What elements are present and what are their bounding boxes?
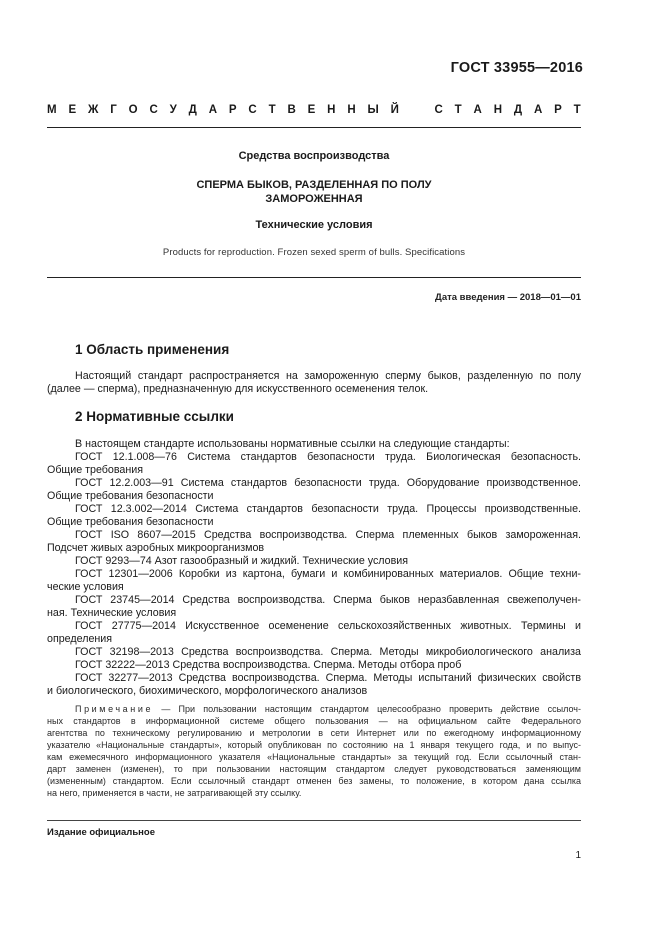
note-line: кам ежемесячного информационного указателя «Национальные стандарты» за текущий год. Если ссылочный стан- — [47, 752, 581, 762]
top-rule — [47, 127, 581, 128]
list-item: ная. Технические условия — [47, 607, 177, 619]
title-bottom-rule — [47, 277, 581, 278]
note-first-line: Примечание — При пользовании настоящим стандартом целесообразно проверить действие ссылоч- — [75, 704, 581, 714]
introduction-date: Дата введения — 2018—01—01 — [435, 292, 581, 303]
edition-label: Издание официальное — [47, 827, 155, 838]
list-item: Общие требования — [47, 464, 143, 476]
page-number: 1 — [575, 850, 581, 861]
note-block — [47, 703, 581, 799]
list-item: Подсчет живых аэробных микроорганизмов — [47, 542, 265, 554]
list-item: Общие требования безопасности — [47, 490, 214, 502]
main-title: СПЕРМА БЫКОВ, РАЗДЕЛЕННАЯ ПО ПОЛУ ЗАМОРОЖЕННАЯ — [196, 179, 432, 205]
list-item: определения — [47, 633, 113, 645]
list-item: В настоящем стандарте использованы нормативные ссылки на следующие стандарты: — [75, 438, 510, 450]
subtitle: Технические условия — [255, 219, 373, 231]
list-item: ГОСТ 12.2.003—91 Система стандартов безопасности труда. Оборудование производственное. — [75, 477, 581, 489]
note-line: ных стандартов в информационной системе общего пользования — на официальном сайте Федерального — [47, 716, 581, 726]
list-item: ГОСТ 9293—74 Азот газообразный и жидкий. Технические условия — [75, 555, 409, 567]
category-title: Средства воспроизводства — [238, 150, 390, 162]
list-item: ческие условия — [47, 581, 124, 593]
list-item: ГОСТ 12.3.002—2014 Система стандартов безопасности труда. Процессы производственные. — [75, 503, 581, 515]
list-item: ГОСТ 12.1.008—76 Система стандартов безопасности труда. Биологическая безопасность. — [75, 451, 581, 463]
list-item: ГОСТ 32222—2013 Средства воспроизводства. Сперма. Методы отбора проб — [75, 659, 462, 671]
list-item: Общие требования безопасности — [47, 516, 214, 528]
list-item: ГОСТ ISO 8607—2015 Средства воспроизводства. Сперма племенных быков замороженная. — [75, 529, 581, 541]
note-line: агентства по техническому регулированию и метрологии в сети Интернет или по ежегодному информационному — [47, 728, 581, 738]
section-1-text: Настоящий стандарт распространяется на замороженную сперму быков, разделенную по полу (далее — сперма), предназначенную для искусственного осеменения телок. — [47, 370, 581, 395]
list-item: ГОСТ 27775—2014 Искусственное осеменение сельскохозяйственных животных. Термины и — [75, 620, 581, 632]
list-item: ГОСТ 32198—2013 Средства воспроизводства. Сперма. Методы микробиологического анализа — [75, 646, 581, 658]
footer-rule — [47, 820, 581, 821]
standard-type-heading: М Е Ж Г О С У Д А Р С Т В Е Н Н Ы Й С Т А Н Д А Р Т — [47, 104, 581, 116]
list-item: и биологического, биохимического, морфологического анализов — [47, 685, 368, 697]
note-line: на него, применяется в части, не затрагивающей эту ссылку. — [47, 788, 302, 798]
list-item: ГОСТ 32277—2013 Средства воспроизводства. Сперма. Методы испытаний физических свойств — [75, 672, 581, 684]
note-line: указателю «Национальные стандарты», который опубликован по состоянию на 1 января текущего года, и по выпус- — [47, 740, 581, 750]
normative-references-list — [47, 438, 581, 698]
note-label: Примечание — [75, 704, 154, 714]
note-line: (измененным) стандартом. Если ссылочный стандарт отменен без замены, то положение, в котором дана ссылка — [47, 776, 581, 786]
note-line: дарт заменен (изменен), то при пользовании настоящим стандартом следует руководствоваться заменяющим — [47, 764, 581, 774]
section-1-heading: 1 Область применения — [75, 342, 230, 357]
list-item: ГОСТ 23745—2014 Средства воспроизводства. Сперма быков неразбавленная свежеполучен- — [75, 594, 581, 606]
section-2-heading: 2 Нормативные ссылки — [75, 409, 234, 424]
document-number: ГОСТ 33955—2016 — [450, 60, 583, 76]
english-title: Products for reproduction. Frozen sexed sperm of bulls. Specifications — [162, 247, 466, 258]
list-item: ГОСТ 12301—2006 Коробки из картона, бумаги и комбинированных материалов. Общие техни- — [75, 568, 581, 580]
